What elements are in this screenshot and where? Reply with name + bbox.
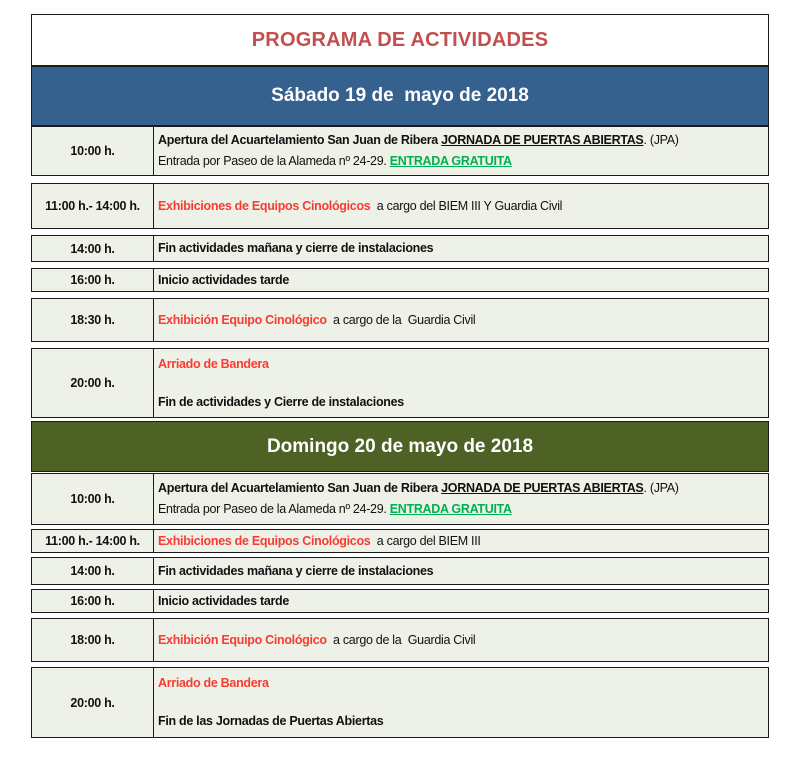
time-label: 20:00 h. xyxy=(70,376,115,390)
schedule-row-sat-1100 xyxy=(31,183,769,229)
time-cell xyxy=(32,269,154,291)
time-label: 14:00 h. xyxy=(70,564,115,578)
time-cell xyxy=(32,558,154,584)
activity-text: Fin de las Jornadas de Puertas Abiertas xyxy=(158,714,384,728)
schedule-row-sat-1400 xyxy=(31,235,769,262)
activity-text: Apertura del Acuartelamiento San Juan de Ribera JORNADA DE PUERTAS ABIERTAS. (JPA) xyxy=(158,481,679,495)
activity-text: Exhibiciones de Equipos Cinológicos a cargo del BIEM III xyxy=(158,533,481,548)
activity-text: Entrada por Paseo de la Alameda nº 24-29. ENTRADA GRATUITA xyxy=(158,154,512,168)
time-label: 10:00 h. xyxy=(70,492,115,506)
time-cell xyxy=(32,184,154,228)
time-cell xyxy=(32,474,154,524)
activity-text: Inicio actividades tarde xyxy=(158,593,290,608)
time-label: 16:00 h. xyxy=(70,273,115,287)
activity-text: Exhibición Equipo Cinológico a cargo de la Guardia Civil xyxy=(158,312,476,327)
description-cell xyxy=(154,127,768,175)
activity-text: Apertura del Acuartelamiento San Juan de Ribera JORNADA DE PUERTAS ABIERTAS. (JPA) xyxy=(158,133,679,147)
activity-text: Fin actividades mañana y cierre de instalaciones xyxy=(158,563,434,578)
schedule-row-sat-1000 xyxy=(31,126,769,176)
description-cell xyxy=(154,184,768,228)
time-label: 20:00 h. xyxy=(70,695,115,710)
time-cell xyxy=(32,127,154,175)
description-cell xyxy=(154,558,768,584)
schedule-row-sun-1000 xyxy=(31,473,769,525)
description-cell xyxy=(154,668,768,737)
time-cell xyxy=(32,619,154,661)
day-header-sunday-label: Domingo 20 de mayo de 2018 xyxy=(266,435,534,457)
time-cell xyxy=(32,236,154,261)
schedule-row-sun-2000 xyxy=(31,667,769,738)
time-label: 14:00 h. xyxy=(70,241,115,256)
time-cell xyxy=(32,530,154,552)
description-cell xyxy=(154,530,768,552)
description-cell xyxy=(154,299,768,341)
activity-text: Arriado de Bandera xyxy=(158,676,269,690)
schedule-row-sun-1800 xyxy=(31,618,769,662)
activity-text: Exhibición Equipo Cinológico a cargo de la Guardia Civil xyxy=(158,632,476,647)
activity-text: Entrada por Paseo de la Alameda nº 24-29. ENTRADA GRATUITA xyxy=(158,502,512,516)
schedule-row-sat-2000 xyxy=(31,348,769,418)
description-cell xyxy=(154,590,768,612)
time-label: 18:00 h. xyxy=(70,633,115,647)
activity-text: Inicio actividades tarde xyxy=(158,272,290,287)
title-row xyxy=(31,14,769,66)
day-header-saturday-label: Sábado 19 de mayo de 2018 xyxy=(271,85,529,106)
time-cell xyxy=(32,668,154,737)
page-title: PROGRAMA DE ACTIVIDADES xyxy=(251,28,549,51)
time-label: 16:00 h. xyxy=(70,594,115,608)
activity-text: Exhibiciones de Equipos Cinológicos a cargo del BIEM III Y Guardia Civil xyxy=(158,198,563,213)
activity-text: Arriado de Bandera xyxy=(158,356,269,371)
time-cell xyxy=(32,590,154,612)
time-cell xyxy=(32,299,154,341)
description-cell xyxy=(154,474,768,524)
time-label: 18:30 h. xyxy=(70,313,115,327)
day-header-saturday xyxy=(31,66,769,126)
schedule-row-sun-1100 xyxy=(31,529,769,553)
time-label: 11:00 h.- 14:00 h. xyxy=(45,199,140,213)
description-cell xyxy=(154,269,768,291)
schedule-row-sat-1600 xyxy=(31,268,769,292)
description-cell xyxy=(154,619,768,661)
time-label: 10:00 h. xyxy=(70,144,115,158)
time-cell xyxy=(32,349,154,417)
schedule-row-sun-1600 xyxy=(31,589,769,613)
description-cell xyxy=(154,349,768,417)
activity-text: Fin actividades mañana y cierre de instalaciones xyxy=(158,241,434,255)
day-header-sunday xyxy=(31,421,769,472)
program-table xyxy=(31,14,769,738)
schedule-row-sun-1400 xyxy=(31,557,769,585)
schedule-row-sat-1830 xyxy=(31,298,769,342)
activity-text: Fin de actividades y Cierre de instalaciones xyxy=(158,394,404,409)
description-cell xyxy=(154,236,768,261)
time-label: 11:00 h.- 14:00 h. xyxy=(45,534,140,548)
